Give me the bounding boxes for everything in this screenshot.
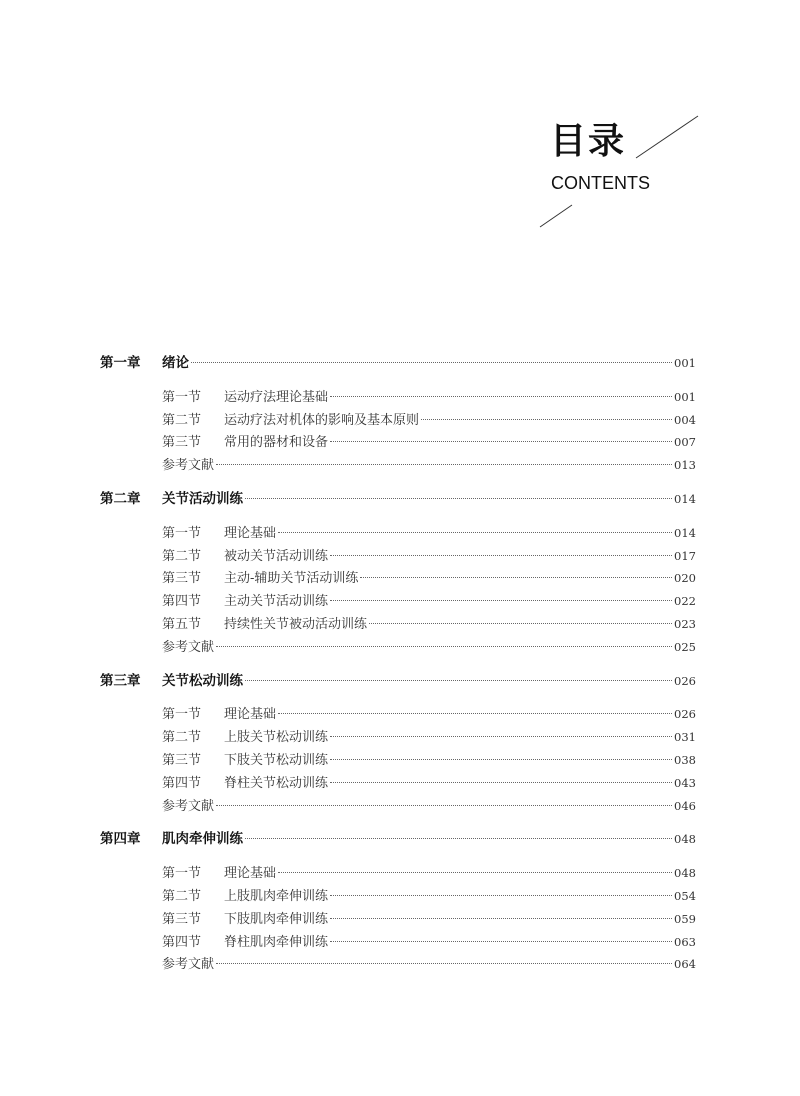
section-title: 参考文献 (162, 458, 215, 474)
section-number: 第三节 (162, 571, 202, 587)
chapter-title: 关节活动训练 (162, 490, 243, 507)
section-title: 理论基础 (224, 525, 277, 541)
dot-leader (330, 441, 672, 442)
section-number: 第三节 (162, 911, 202, 927)
section-number: 第五节 (162, 616, 202, 632)
toc-section-row[interactable] (100, 545, 696, 568)
section-title: 脊柱关节松动训练 (224, 775, 329, 791)
section-page-number: 020 (674, 571, 696, 586)
section-title: 上肢关节松动训练 (224, 730, 329, 746)
section-title: 常用的器材和设备 (224, 435, 329, 451)
section-number: 第四节 (162, 594, 202, 610)
dot-leader (216, 805, 672, 806)
dot-leader (216, 464, 672, 465)
chapter-title: 绪论 (162, 355, 189, 371)
toc-section-row[interactable] (100, 862, 696, 885)
toc-chapter-row[interactable] (100, 670, 696, 693)
section-page-number: 013 (674, 458, 696, 473)
toc-section-row[interactable] (100, 885, 696, 908)
toc-section-row[interactable] (100, 636, 696, 659)
section-number: 第一节 (162, 389, 202, 405)
toc-section-row[interactable] (100, 522, 696, 545)
section-page-number: 007 (674, 435, 696, 450)
chapter-number: 第二章 (100, 490, 141, 507)
toc-section-row[interactable] (100, 567, 696, 590)
toc-section-row[interactable] (100, 409, 696, 432)
section-page-number: 046 (674, 798, 696, 813)
dot-leader (216, 646, 672, 647)
section-page-number: 048 (674, 866, 696, 881)
section-title: 被动关节活动训练 (224, 548, 329, 564)
decorative-line-top (636, 116, 698, 158)
section-title: 脊柱肌肉牵伸训练 (224, 934, 329, 950)
section-title: 下肢肌肉牵伸训练 (224, 911, 329, 927)
section-number: 第二节 (162, 730, 202, 746)
section-page-number: 026 (674, 707, 696, 722)
dot-leader (330, 895, 672, 896)
toc-section-row[interactable] (100, 431, 696, 454)
section-page-number: 059 (674, 911, 696, 926)
dot-leader (278, 872, 672, 873)
section-page-number: 031 (674, 730, 696, 745)
section-title: 主动关节活动训练 (224, 594, 329, 610)
chapter-number: 第一章 (100, 355, 141, 371)
section-title: 参考文献 (162, 639, 215, 655)
toc-section-row[interactable] (100, 454, 696, 477)
section-number: 第一节 (162, 525, 202, 541)
toc-chapter-row[interactable] (100, 352, 696, 375)
section-number: 第二节 (162, 548, 202, 564)
chapter-title: 肌肉牵伸训练 (162, 831, 243, 848)
section-page-number: 001 (674, 389, 696, 404)
dot-leader (421, 419, 672, 420)
chapter-title: 关节松动训练 (162, 672, 243, 689)
dot-leader (330, 736, 672, 737)
dot-leader (330, 918, 672, 919)
dot-leader (216, 963, 672, 964)
section-page-number: 022 (674, 594, 696, 609)
section-page-number: 004 (674, 412, 696, 427)
chapter-number: 第四章 (100, 831, 141, 848)
section-number: 第二节 (162, 412, 202, 428)
dot-leader (330, 759, 672, 760)
toc-section-row[interactable] (100, 795, 696, 818)
section-title: 理论基础 (224, 707, 277, 723)
toc-section-row[interactable] (100, 772, 696, 795)
decorative-lines (0, 0, 800, 300)
table-of-contents (100, 352, 696, 976)
toc-section-row[interactable] (100, 953, 696, 976)
dot-leader (245, 680, 672, 681)
section-number: 第四节 (162, 775, 202, 791)
section-title: 运动疗法理论基础 (224, 389, 329, 405)
dot-leader (330, 782, 672, 783)
section-title: 理论基础 (224, 866, 277, 882)
dot-leader (369, 623, 672, 624)
dot-leader (330, 396, 672, 397)
toc-chapter-row[interactable] (100, 488, 696, 511)
page-title: 目录 (550, 121, 627, 162)
dot-leader (360, 577, 672, 578)
toc-section-row[interactable] (100, 386, 696, 409)
dot-leader (330, 600, 672, 601)
chapter-page-number: 014 (674, 491, 696, 506)
dot-leader (278, 532, 672, 533)
section-title: 参考文献 (162, 957, 215, 973)
dot-leader (245, 838, 672, 839)
section-number: 第四节 (162, 934, 202, 950)
section-title: 主动-辅助关节活动训练 (224, 571, 359, 587)
section-page-number: 017 (674, 548, 696, 563)
dot-leader (278, 713, 672, 714)
chapter-page-number: 001 (674, 356, 696, 370)
section-page-number: 054 (674, 888, 696, 903)
section-title: 持续性关节被动活动训练 (224, 616, 368, 632)
dot-leader (330, 941, 672, 942)
toc-section-row[interactable] (100, 703, 696, 726)
toc-section-row[interactable] (100, 931, 696, 954)
chapter-number: 第三章 (100, 672, 141, 689)
toc-section-row[interactable] (100, 749, 696, 772)
section-page-number: 025 (674, 639, 696, 654)
toc-section-row[interactable] (100, 590, 696, 613)
section-title: 运动疗法对机体的影响及基本原则 (224, 412, 420, 428)
section-number: 第三节 (162, 435, 202, 451)
section-page-number: 064 (674, 957, 696, 972)
dot-leader (330, 555, 672, 556)
section-page-number: 014 (674, 525, 696, 540)
section-title: 下肢关节松动训练 (224, 752, 329, 768)
decorative-line-bottom (540, 205, 572, 227)
dot-leader (191, 362, 672, 363)
dot-leader (245, 498, 672, 499)
toc-section-row[interactable] (100, 908, 696, 931)
chapter-page-number: 048 (674, 832, 696, 847)
page-subtitle: CONTENTS (551, 173, 650, 193)
toc-section-row[interactable] (100, 613, 696, 636)
section-page-number: 023 (674, 616, 696, 631)
toc-chapter-row[interactable] (100, 828, 696, 851)
section-title: 上肢肌肉牵伸训练 (224, 888, 329, 904)
section-page-number: 038 (674, 752, 696, 767)
section-number: 第二节 (162, 888, 202, 904)
section-page-number: 063 (674, 934, 696, 949)
section-number: 第三节 (162, 752, 202, 768)
title-block (0, 0, 800, 300)
section-page-number: 043 (674, 775, 696, 790)
section-number: 第一节 (162, 707, 202, 723)
toc-section-row[interactable] (100, 726, 696, 749)
section-number: 第一节 (162, 866, 202, 882)
section-title: 参考文献 (162, 798, 215, 814)
chapter-page-number: 026 (674, 673, 696, 688)
